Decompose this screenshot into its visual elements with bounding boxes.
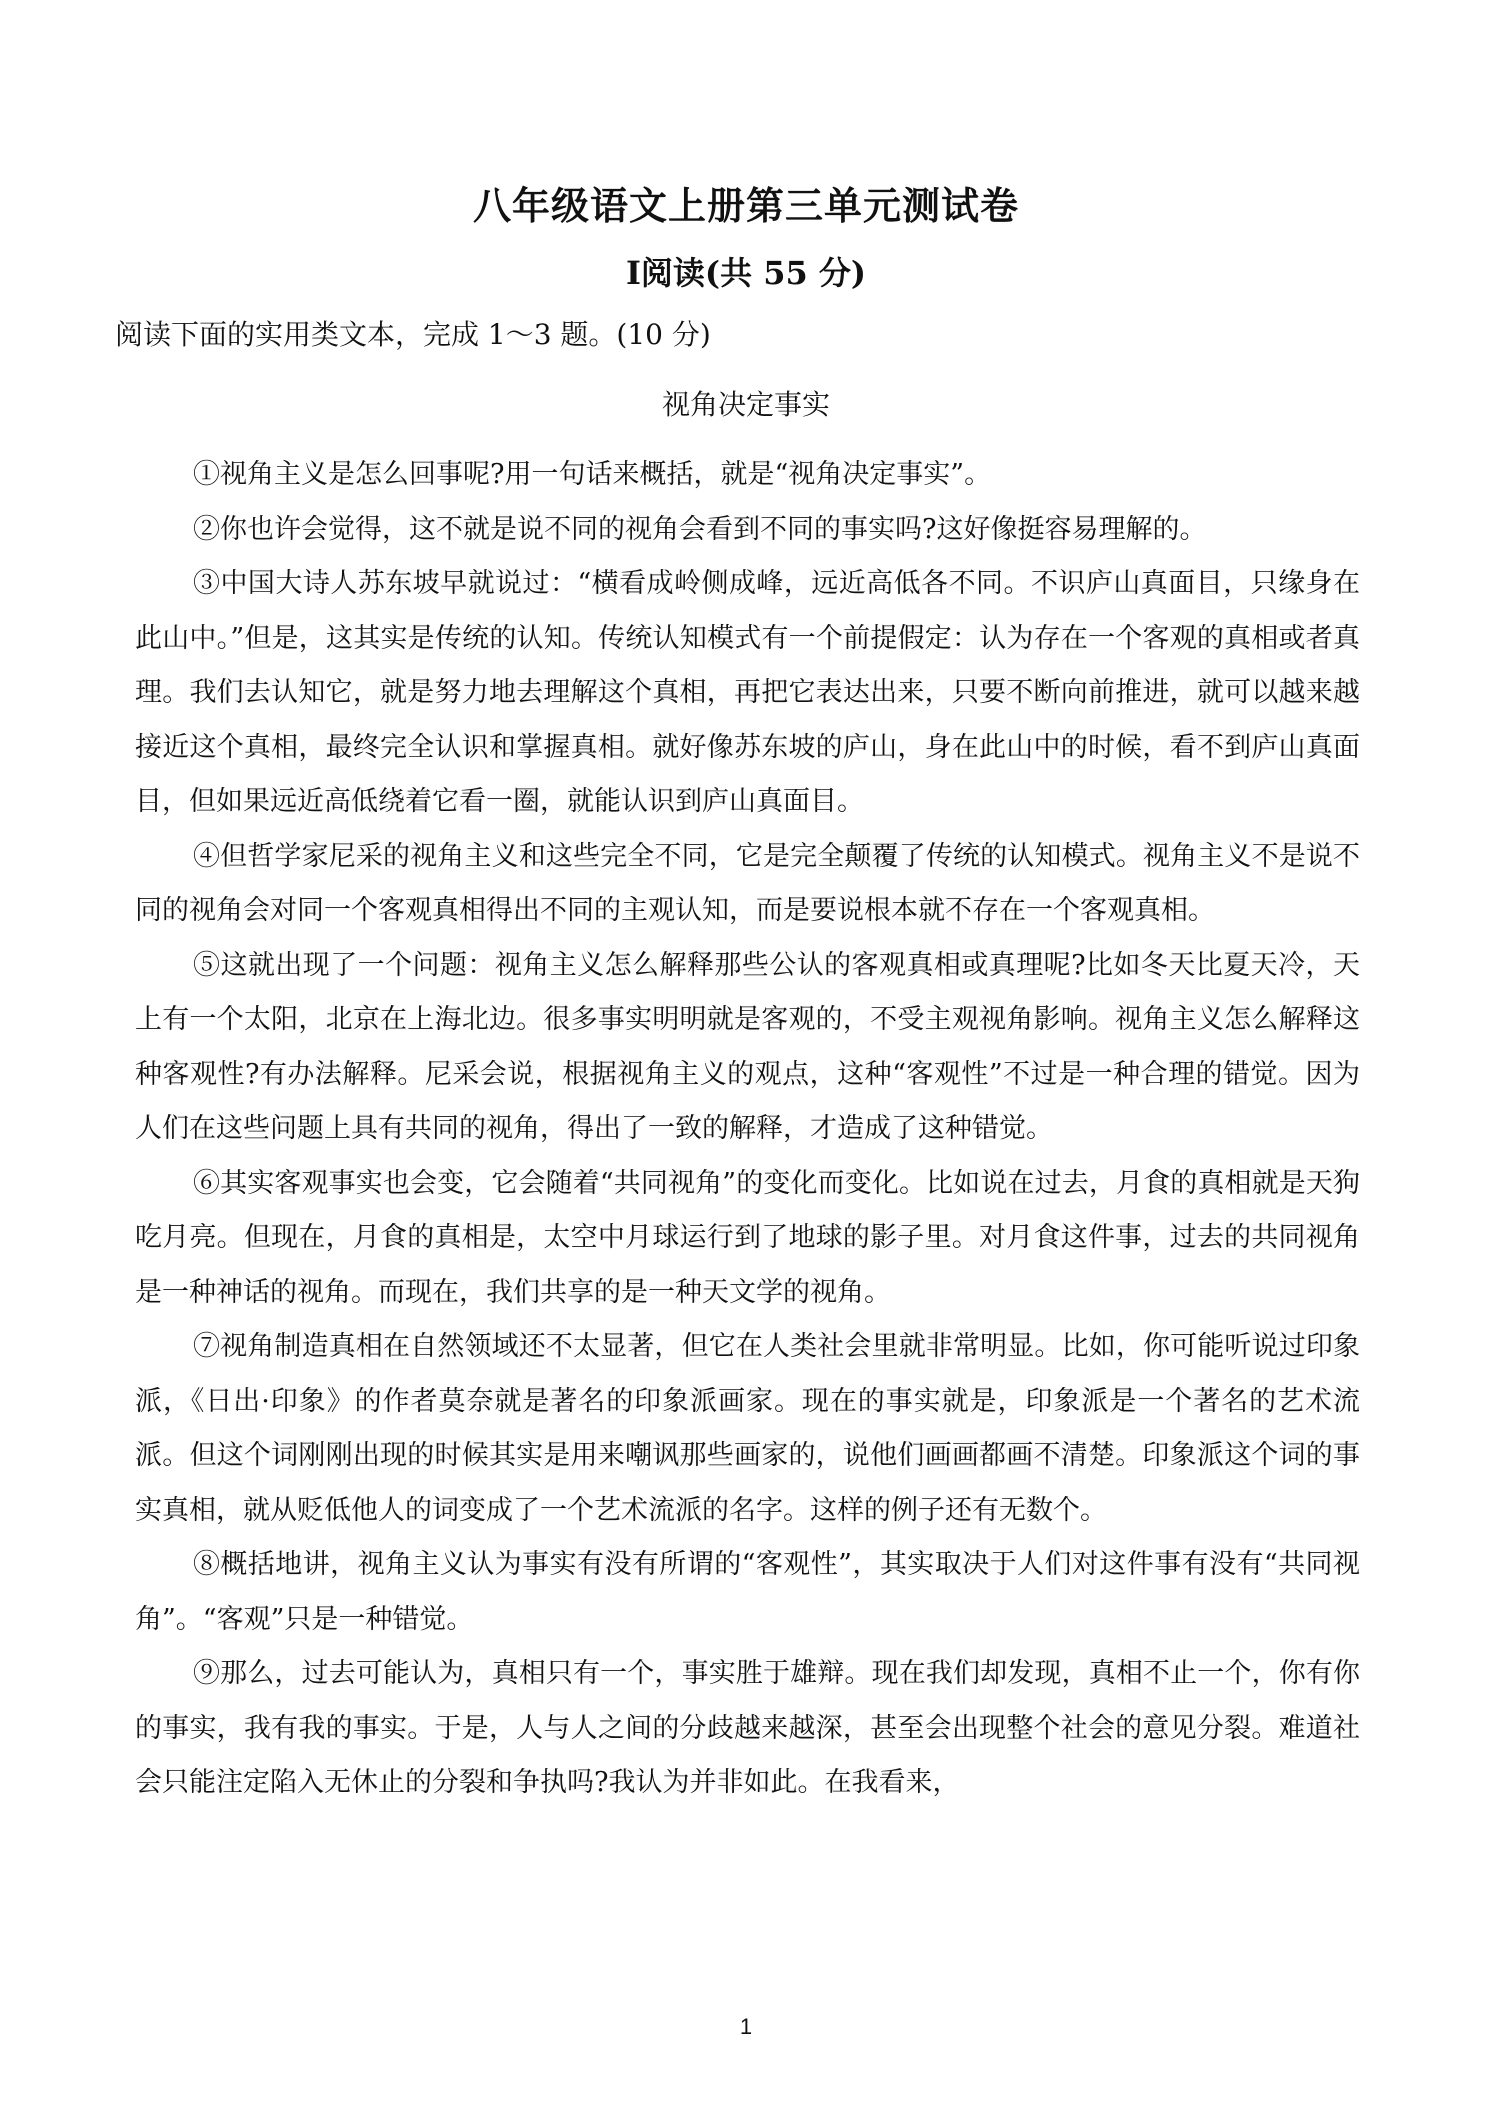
paragraph-8: ⑧概括地讲，视角主义认为事实有没有所谓的“客观性”，其实取决于人们对这件事有没有“共同视角”。“客观”只是一种错觉。 [135, 1549, 1360, 1635]
paragraph-6: ⑥其实客观事实也会变，它会随着“共同视角”的变化而变化。比如说在过去，月食的真相就是天狗吃月亮。但现在，月食的真相是，太空中月球运行到了地球的影子里。对月食这件事，过去的共同视角是一种神话的视角。而现在，我们共享的是一种天文学的视角。 [135, 1167, 1360, 1308]
paragraph-1: ①视角主义是怎么回事呢?用一句话来概括，就是“视角决定事实”。 [193, 459, 992, 490]
paragraph-2: ②你也许会觉得，这不就是说不同的视角会看到不同的事实吗?这好像挺容易理解的。 [193, 513, 1207, 545]
paragraph-9: ⑨那么，过去可能认为，真相只有一个，事实胜于雄辩。现在我们却发现，真相不止一个，你有你的事实，我有我的事实。于是，人与人之间的分歧越来越深，甚至会出现整个社会的意见分裂。难道社会只能注定陷入无休止的分裂和争执吗?我认为并非如此。在我看来， [135, 1658, 1360, 1798]
section-title: Ⅰ阅读(共 55 分) [625, 254, 867, 292]
paragraph-7: ⑦视角制造真相在自然领域还不太显著，但它在人类社会里就非常明显。比如，你可能听说过印象派，《日出·印象》的作者莫奈就是著名的印象派画家。现在的事实就是，印象派是一个著名的艺术流派。但这个词刚刚出现的时候其实是用来嘲讽那些画家的，说他们画画都画不清楚。印象派这个词的事实真相，就从贬低他人的词变成了一个艺术流派的名字。这样的例子还有无数个。 [135, 1331, 1360, 1526]
page-number: 1 [739, 2014, 753, 2039]
paragraph-4: ④但哲学家尼采的视角主义和这些完全不同，它是完全颠覆了传统的认知模式。视角主义不是说不同的视角会对同一个客观真相得出不同的主观认知，而是要说根本就不存在一个客观真相。 [135, 840, 1360, 926]
article-title: 视角决定事实 [661, 388, 830, 421]
paragraph-5: ⑤这就出现了一个问题：视角主义怎么解释那些公认的客观真相或真理呢?比如冬天比夏天冷，天上有一个太阳，北京在上海北边。很多事实明明就是客观的，不受主观视角影响。视角主义怎么解释这种客观性?有办法解释。尼采会说，根据视角主义的观点，这种“客观性”不过是一种合理的错觉。因为人们在这些问题上具有共同的视角，得出了一致的解释，才造成了这种错觉。 [135, 949, 1360, 1144]
paragraph-3: ③中国大诗人苏东坡早就说过：“横看成岭侧成峰，远近高低各不同。不识庐山真面目，只缘身在此山中。”但是，这其实是传统的认知。传统认知模式有一个前提假定：认为存在一个客观的真相或者真理。我们去认知它，就是努力地去理解这个真相，再把它表达出来，只要不断向前推进，就可以越来越接近这个真相，最终完全认识和掌握真相。就好像苏东坡的庐山，身在此山中的时候，看不到庐山真面目，但如果远近高低绕着它看一圈，就能认识到庐山真面目。 [135, 568, 1360, 817]
article-body [135, 448, 1360, 1811]
question-instruction: 阅读下面的实用类文本，完成 1～3 题。(10 分) [115, 318, 711, 351]
page-title: 八年级语文上册第三单元测试卷 [472, 183, 1019, 228]
